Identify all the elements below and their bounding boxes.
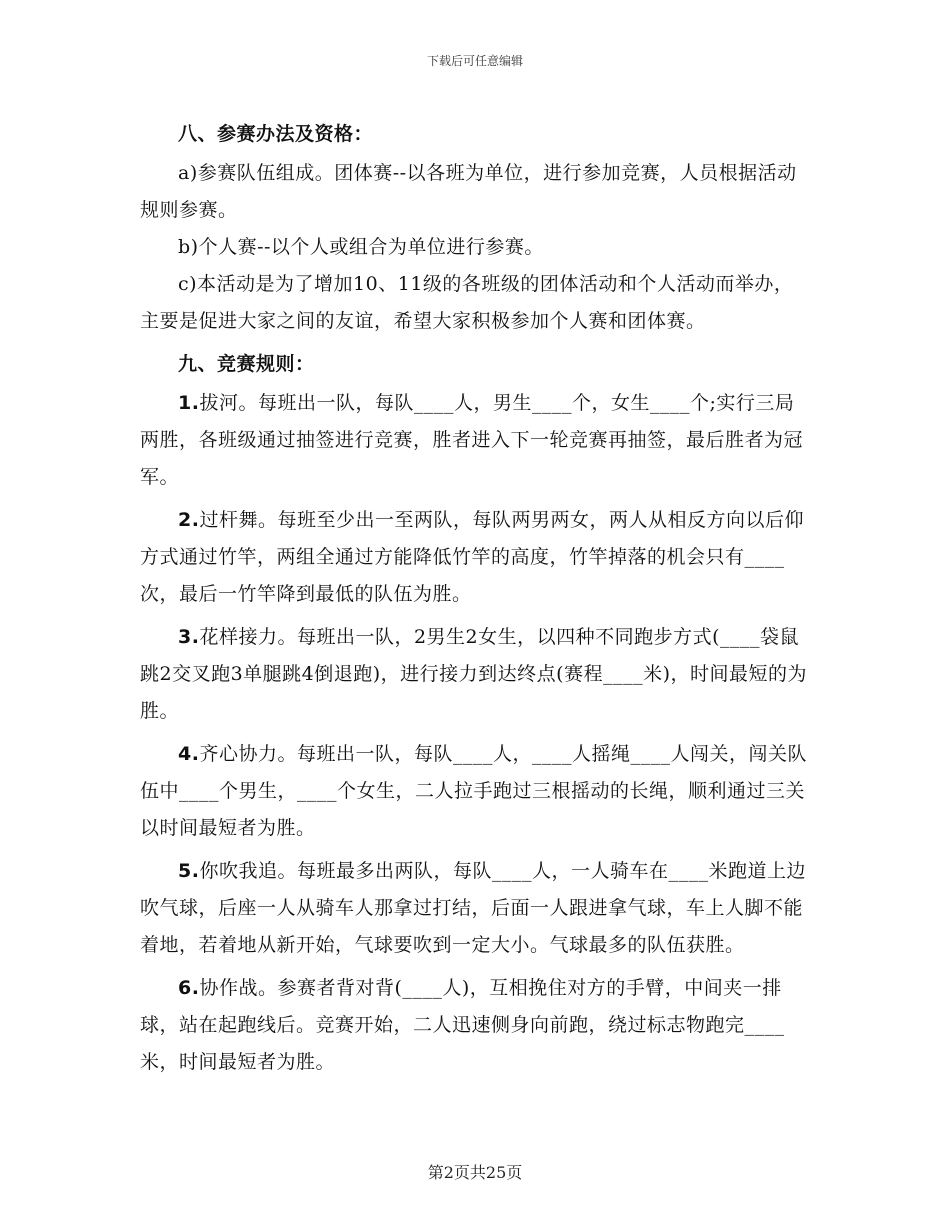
- rule-number: 2.: [178, 509, 200, 531]
- rule-number: 1.: [178, 392, 200, 414]
- rule-text: 花样接力。每班出一队，2男生2女生，以四种不同跑步方式(____袋鼠跳2交叉跑3单腿跳4倒退跑)，进行接力到达终点(赛程____米)，时间最短的为胜。: [140, 626, 808, 722]
- rule-text: 过杆舞。每班至少出一至两队，每队两男两女，两人从相反方向以后仰方式通过竹竿，两组全通过方能降低竹竿的高度，竹竿掉落的机会只有____次，最后一竹竿降到最低的队伍为胜。: [140, 509, 804, 605]
- page-footer: 第2页共25页: [427, 1163, 523, 1182]
- rule-number: 3.: [178, 626, 200, 648]
- section-8-item-a: a)参赛队伍组成。团体赛--以各班为单位，进行参加竞赛，人员根据活动规则参赛。: [140, 162, 797, 221]
- page-header: 下载后可任意编辑: [426, 54, 523, 68]
- rule-number: 4.: [178, 743, 200, 765]
- section-9-heading: 九、竞赛规则：: [178, 353, 315, 375]
- document-body: [140, 108, 808, 1081]
- section-8-heading: 八、参赛办法及资格：: [178, 123, 374, 145]
- rule-number: 5.: [178, 860, 200, 882]
- rule-5: [140, 853, 808, 964]
- section-8-item-c: c)本活动是为了增加10、11级的各班级的团体活动和个人活动而举办，主要是促进大家之间的友谊，希望大家积极参加个人赛和团体赛。: [140, 273, 794, 332]
- rule-text: 你吹我追。每班最多出两队，每队____人，一人骑车在____米跑道上边吹气球，后座一人从骑车人那拿过打结，后面一人跟进拿气球，车上人脚不能着地，若着地从新开始，气球要吹到一定大小。气球最多的队伍获胜。: [140, 860, 806, 956]
- rule-4: [140, 736, 808, 847]
- rule-6: [140, 970, 808, 1081]
- rule-text: 拔河。每班出一队，每队____人，男生____个，女生____个;实行三局两胜，各班级通过抽签进行竞赛，胜者进入下一轮竞赛再抽签，最后胜者为冠军。: [140, 392, 804, 488]
- rule-number: 6.: [178, 977, 200, 999]
- rule-text: 齐心协力。每班出一队，每队____人，____人摇绳____人闯关，闯关队伍中____个男生，____个女生，二人拉手跑过三根摇动的长绳，顺利通过三关以时间最短者为胜。: [140, 743, 807, 839]
- rule-1: [140, 385, 808, 496]
- rule-2: [140, 502, 808, 613]
- rule-text: 协作战。参赛者背对背(____人)，互相挽住对方的手臂，中间夹一排球，站在起跑线后。竞赛开始，二人迅速侧身向前跑，绕过标志物跑完____米，时间最短者为胜。: [140, 977, 785, 1073]
- section-8-item-b: b)个人赛--以个人或组合为单位进行参赛。: [178, 236, 544, 258]
- rule-3: [140, 619, 808, 730]
